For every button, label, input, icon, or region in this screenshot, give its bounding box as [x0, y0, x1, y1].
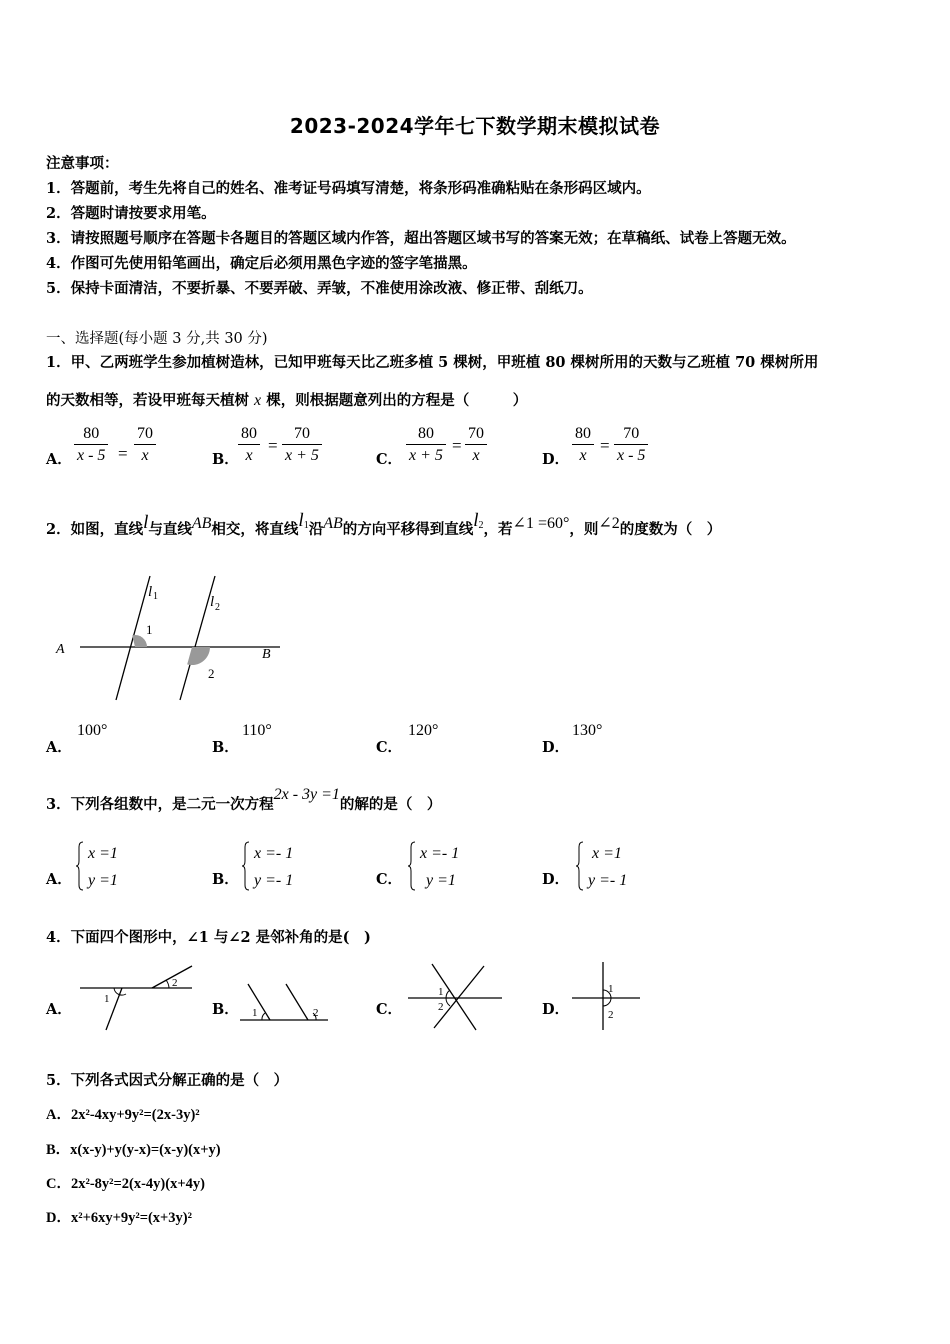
equals-sign: =: [452, 436, 462, 455]
q1-option-d-left-fraction: [572, 424, 594, 467]
q4-option-a-label: A．: [46, 1001, 72, 1018]
numerator: 80: [572, 424, 594, 445]
q2-text-part: 沿: [308, 521, 324, 538]
q1-option-b-label: B．: [212, 451, 239, 468]
q4-figure-a: [74, 962, 199, 1034]
option-label: C．: [46, 1176, 71, 1192]
q3-option-c-system: [420, 840, 459, 894]
notes-heading: 注意事项：: [46, 155, 119, 172]
q3-option-c-label: C．: [376, 871, 403, 888]
numerator: 70: [134, 424, 156, 445]
point-a-label: A: [56, 642, 65, 657]
angle-1-label: 1: [608, 983, 614, 995]
q1-variable: x: [254, 392, 262, 409]
q1-line2-part1: 的天数相等，若设甲班每天植树: [46, 392, 255, 409]
q1-option-c-label: C．: [376, 451, 403, 468]
denominator: x: [579, 447, 587, 464]
q2-option-b-value: 110°: [242, 722, 272, 739]
q1-option-d-right-fraction: [614, 424, 648, 467]
note-item: 5．保持卡面清洁，不要折暴、不要弄破、弄皱，不准使用涂改液、修正带、刮纸刀。: [46, 280, 593, 297]
left-brace: [576, 841, 584, 891]
q2-option-a-label: A．: [46, 739, 72, 756]
q4-option-d-label: D．: [542, 1001, 570, 1018]
line-ab-symbol: AB: [323, 515, 343, 532]
l1-subscript: 1: [153, 591, 158, 602]
line-l1-subscript: 1: [303, 519, 309, 531]
q2-text-part: 的方向平移得到直线: [342, 521, 474, 538]
q2-text-part: 2．如图，直线: [46, 521, 144, 538]
asked-angle: ∠2: [598, 515, 620, 532]
x-value: x =- 1: [420, 845, 460, 862]
y-value: y =- 1: [254, 872, 294, 889]
angle-1-label: 1: [438, 986, 444, 998]
q2-option-b-label: B．: [212, 739, 239, 756]
angle-1-label: 1: [146, 622, 153, 637]
equals-sign: =: [600, 436, 610, 455]
denominator: x + 5: [285, 447, 319, 464]
given-angle: ∠1 =60°: [512, 515, 570, 532]
option-label: A．: [46, 1107, 71, 1123]
angle-2-label: 2: [208, 666, 215, 681]
q3-option-d-system: [588, 840, 627, 894]
numerator: 80: [238, 424, 260, 445]
denominator: x: [245, 447, 253, 464]
l1-label: l: [148, 584, 153, 600]
q1-option-c-left-fraction: [406, 424, 446, 467]
option-label: B．: [46, 1142, 71, 1158]
denominator: x: [472, 447, 480, 464]
option-expression: x²+6xy+9y²=(x+3y)²: [70, 1210, 192, 1226]
denominator: x - 5: [617, 447, 646, 464]
line-l1-symbol: l: [298, 510, 304, 531]
l2-label: l: [210, 594, 215, 610]
q5-text: 5．下列各式因式分解正确的是（ ）: [46, 1072, 289, 1089]
angle-2-label: 2: [172, 977, 178, 989]
q2-option-a-value: 100°: [77, 722, 108, 739]
option-expression: 2x²-8y²=2(x-4y)(x+4y): [70, 1176, 205, 1192]
q1-option-b-right-fraction: [282, 424, 322, 467]
angle-2-label: 2: [313, 1007, 319, 1019]
q3-option-b-label: B．: [212, 871, 239, 888]
line-ab-symbol: AB: [191, 515, 212, 532]
q5-option-d: [46, 1206, 192, 1227]
q1-option-a-right-fraction: [134, 424, 156, 467]
q5-option-c: [46, 1172, 205, 1193]
q1-line1: 1．甲、乙两班学生参加植树造林，已知甲班每天比乙班多植 5 棵树，甲班植 80 棵树所用的天数与乙班植 70 棵树所用: [46, 354, 819, 371]
x-value: x =- 1: [254, 845, 294, 862]
note-item: 2．答题时请按要求用笔。: [46, 205, 216, 222]
q3-equation: 2x - 3y =1: [273, 786, 340, 803]
angle-1-arc: [132, 635, 147, 647]
q3-text: [46, 786, 442, 815]
point-b-label: B: [262, 647, 271, 662]
q1-option-d-label: D．: [542, 451, 570, 468]
note-item: 4．作图可先使用铅笔画出，确定后必须用黑色字迹的签字笔描黑。: [46, 255, 477, 272]
q3-text-part: 3．下列各组数中，是二元一次方程: [46, 796, 274, 813]
q3-option-b-system: [254, 840, 293, 894]
q1-line2-part2: 棵，则根据题意列出的方程是（ ）: [261, 392, 528, 409]
q4-figure-d: [568, 960, 643, 1032]
denominator: x + 5: [409, 447, 443, 464]
line-l2-subscript: 2: [478, 519, 484, 531]
q3-option-a-system: [88, 840, 118, 894]
note-item: 3．请按照题号顺序在答题卡各题目的答题区域内作答，超出答题区域书写的答案无效；在草稿纸、试卷上答题无效。: [46, 230, 796, 247]
q4-text: 4．下面四个图形中，∠1 与∠2 是邻补角的是( ): [46, 929, 371, 946]
numerator: 80: [406, 424, 446, 445]
option-expression: x(x-y)+y(y-x)=(x-y)(x+y): [70, 1142, 221, 1158]
option-label: D．: [46, 1210, 71, 1226]
q2-option-d-label: D．: [542, 739, 570, 756]
q2-option-c-value: 120°: [408, 722, 439, 739]
page-title: 2023-2024学年七下数学期末模拟试卷: [289, 114, 661, 138]
angle-1-label: 1: [104, 993, 110, 1005]
x-value: x =1: [88, 845, 118, 862]
left-brace: [76, 841, 84, 891]
angle-2-label: 2: [608, 1009, 614, 1021]
q2-text-part: 与直线: [148, 521, 192, 538]
q1-option-c-right-fraction: [465, 424, 487, 467]
equals-sign: =: [118, 444, 128, 463]
denominator: x - 5: [77, 447, 106, 464]
line-l-symbol: l: [143, 512, 149, 533]
angle-1-label: 1: [252, 1007, 258, 1019]
q4-figure-b: [236, 978, 331, 1026]
q2-figure: [50, 568, 290, 708]
angle-2-label: 2: [438, 1001, 444, 1013]
x-value: x =1: [592, 845, 622, 862]
angle-2-arc: [187, 647, 210, 665]
left-brace: [408, 841, 416, 891]
q2-option-c-label: C．: [376, 739, 403, 756]
q5-option-a: [46, 1103, 200, 1124]
line-l2-symbol: l: [473, 510, 479, 531]
option-expression: 2x²-4xy+9y²=(2x-3y)²: [70, 1107, 200, 1123]
numerator: 70: [614, 424, 648, 445]
q4-option-b-label: B．: [212, 1001, 239, 1018]
section-heading: 一、选择题(每小题 3 分,共 30 分): [46, 331, 268, 347]
q2-option-d-value: 130°: [572, 722, 603, 739]
q2-text-part: 的度数为（ ）: [619, 521, 722, 538]
y-value: y =1: [426, 872, 456, 889]
q1-line2: [46, 389, 527, 410]
q1-option-b-left-fraction: [238, 424, 260, 467]
l2-subscript: 2: [215, 602, 220, 613]
q1-option-a-left-fraction: [74, 424, 108, 467]
q4-option-c-label: C．: [376, 1001, 403, 1018]
q2-text-part: 相交，将直线: [211, 521, 299, 538]
q3-option-d-label: D．: [542, 871, 570, 888]
q2-text-part: ，若: [483, 521, 513, 538]
q2-text-part: ，则: [569, 521, 599, 538]
q4-figure-c: [404, 960, 504, 1032]
y-value: y =1: [88, 872, 118, 889]
q5-option-b: [46, 1138, 221, 1159]
equals-sign: =: [268, 436, 278, 455]
left-brace: [242, 841, 250, 891]
numerator: 80: [74, 424, 108, 445]
numerator: 70: [282, 424, 322, 445]
q1-option-a-label: A．: [46, 451, 72, 468]
denominator: x: [141, 447, 149, 464]
q3-text-part: 的解的是（ ）: [339, 796, 442, 813]
numerator: 70: [465, 424, 487, 445]
q3-option-a-label: A．: [46, 871, 72, 888]
q2-text: [46, 512, 721, 553]
y-value: y =- 1: [588, 872, 628, 889]
note-item: 1．答题前，考生先将自己的姓名、准考证号码填写清楚，将条形码准确粘贴在条形码区域内。: [46, 180, 651, 197]
